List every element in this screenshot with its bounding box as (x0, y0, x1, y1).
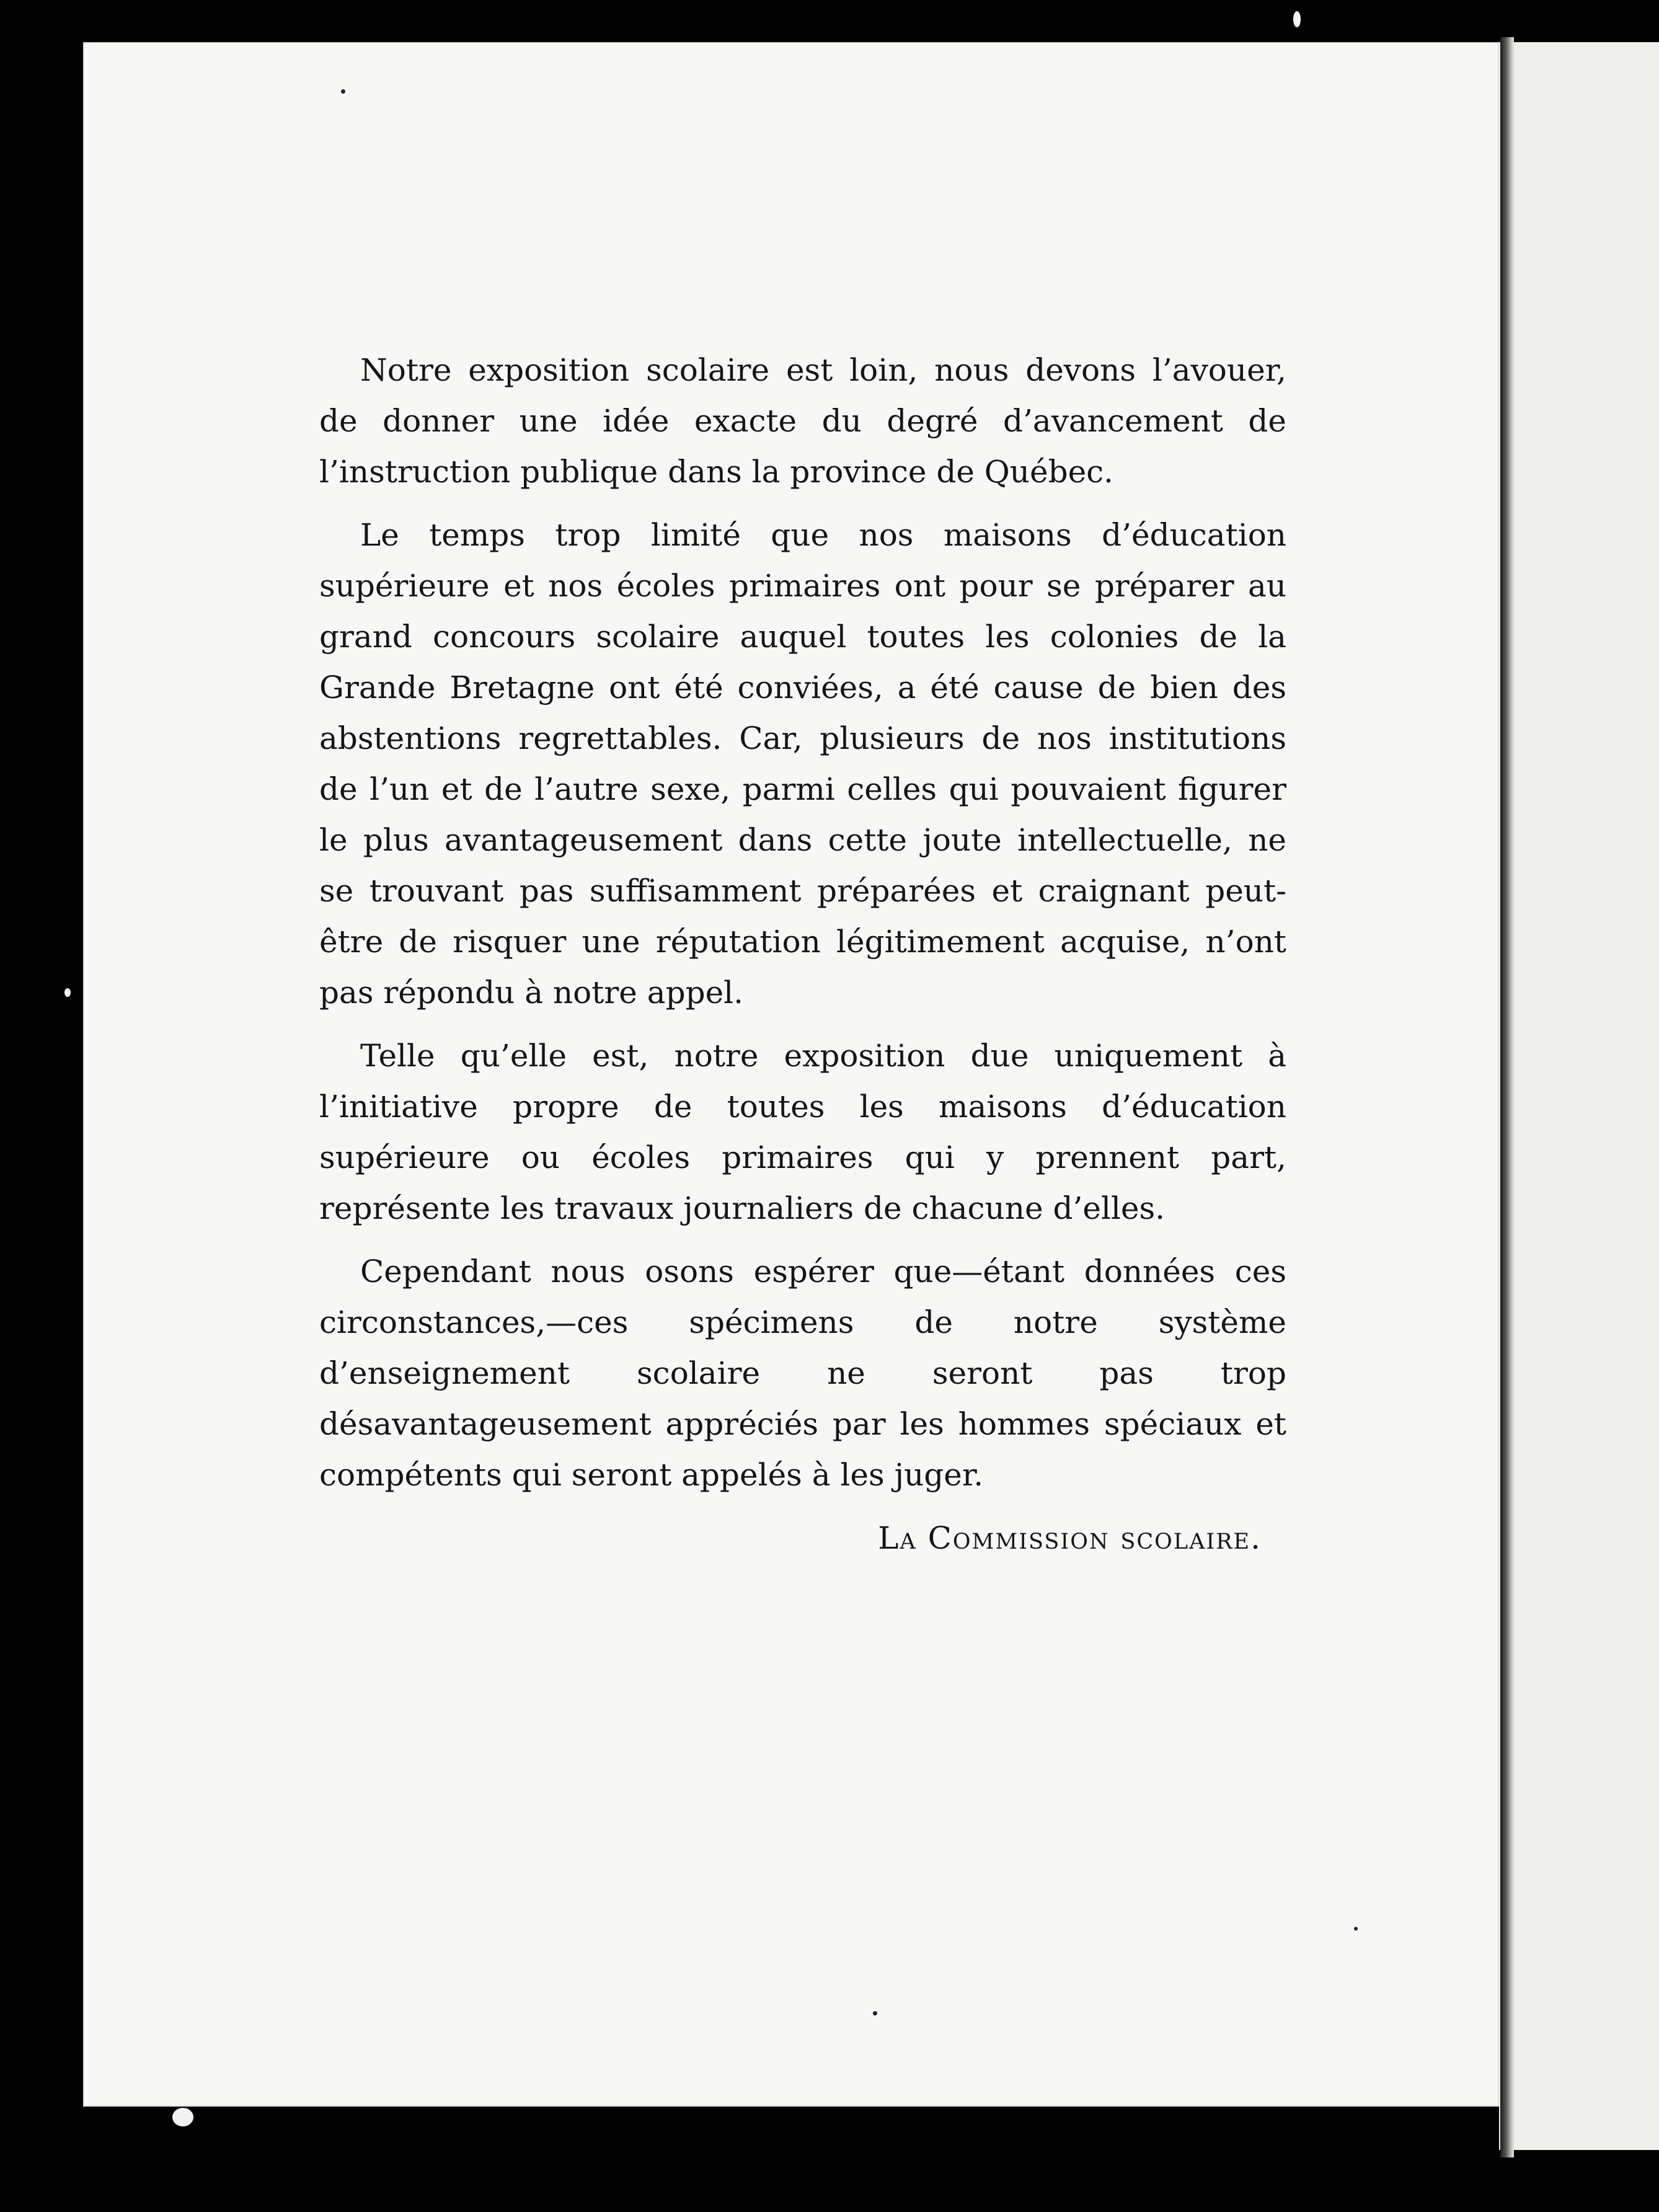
signature: La Commission scolaire. (878, 1520, 1262, 1556)
paragraph-2: Le temps trop limité que nos maisons d’éducation supérieure et nos écoles primaires ont pour se préparer au grand concours scolaire auquel toutes les colonies de la Grande Bretagne ont été conviées, a été cause de bien des abstentions regrettables. Car, plusieurs de nos institutions de l’un et de l’autre sexe, parmi celles qui pouvaient figurer le plus avantageusement dans cette joute intellectuelle, ne se trouvant pas suffisamment préparées et craignant peut-être de risquer une réputation légitimement acquise, n’ont pas répondu à notre appel. (319, 517, 1286, 1011)
scan-speck (873, 2011, 877, 2015)
adjacent-page-edge (1499, 42, 1659, 2150)
document-body (319, 345, 1286, 1564)
scan-speck (172, 2108, 193, 2126)
page-gutter-shadow (1500, 37, 1514, 2157)
paragraph-1: Notre exposition scolaire est loin, nous devons l’avouer, de donner une idée exacte du degré d’avancement de l’instruction publique dans la province de Québec. (319, 352, 1286, 490)
scan-speck (64, 988, 71, 997)
paragraph-4: Cependant nous osons espérer que—étant données ces circonstances,—ces spécimens de notre système d’enseignement scolaire ne seront pas trop désavantageusement appréciés par les hommes spéciaux et compétents qui seront appelés à les juger. (319, 1254, 1286, 1493)
scan-speck (1354, 1927, 1358, 1931)
paragraph-3: Telle qu’elle est, notre exposition due uniquement à l’initiative propre de toutes les maisons d’éducation supérieure ou écoles primaires qui y prennent part, représente les travaux journaliers de chacune d’elles. (319, 1038, 1286, 1226)
scan-speck (341, 89, 345, 94)
scan-speck (1293, 11, 1301, 27)
